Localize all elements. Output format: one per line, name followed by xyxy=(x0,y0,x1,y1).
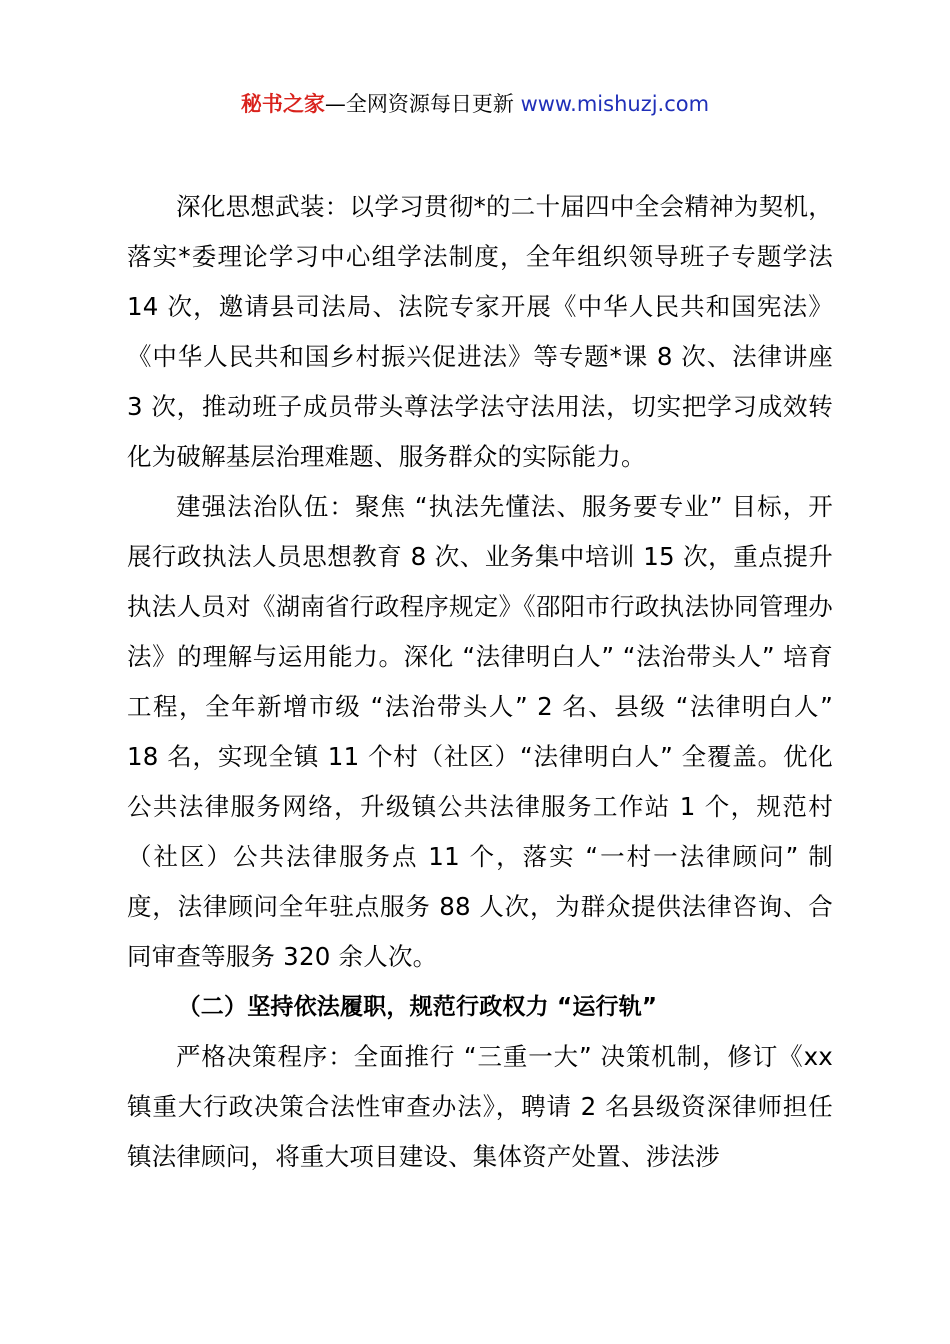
site-brand: 秘书之家 xyxy=(240,92,325,116)
paragraph-decision-procedure: 严格决策程序：全面推行 “三重一大” 决策机制，修订《xx 镇重大行政决策合法性审查办法》，聘请 2 名县级资深律师担任镇法律顾问，将重大项目建设、集体资产处置、涉法涉 xyxy=(127,1042,833,1171)
site-slogan: —全网资源每日更新 xyxy=(324,92,521,116)
paragraph-thought-arming: 深化思想武装：以学习贯彻*的二十届四中全会精神为契机，落实*委理论学习中心组学法制度，全年组织领导班子专题学法 14 次，邀请县司法局、法院专家开展《中华人民共和国宪法》《中华人民共和国乡村振兴促进法》等专题*课 8 次、法律讲座 3 次，推动班子成员带头尊法学法守法用法，切实把学习成效转化为破解基层治理难题、服务群众的实际能力。 xyxy=(127,192,833,471)
site-header xyxy=(0,88,950,120)
paragraph-legal-team: 建强法治队伍：聚焦 “执法先懂法、服务要专业” 目标，开展行政执法人员思想教育 8 次、业务集中培训 15 次，重点提升执法人员对《湖南省行政程序规定》《邵阳市行政执法协同管理办法》的理解与运用能力。深化 “法律明白人” “法治带头人” 培育工程，全年新增市级 “法治带头人” 2 名、县级 “法律明白人” 18 名，实现全镇 11 个村（社区）“法律明白人” 全覆盖。优化公共法律服务网络，升级镇公共法律服务工作站 1 个，规范村（社区）公共法律服务点 11 个，落实 “一村一法律顾问” 制度，法律顾问全年驻点服务 88 人次，为群众提供法律咨询、合同审查等服务 320 余人次。 xyxy=(127,492,833,971)
section-heading: （二）坚持依法履职，规范行政权力 “运行轨” xyxy=(177,994,658,1020)
site-url-link[interactable]: www.mishuzj.com xyxy=(520,92,710,116)
document-body xyxy=(127,182,833,1182)
